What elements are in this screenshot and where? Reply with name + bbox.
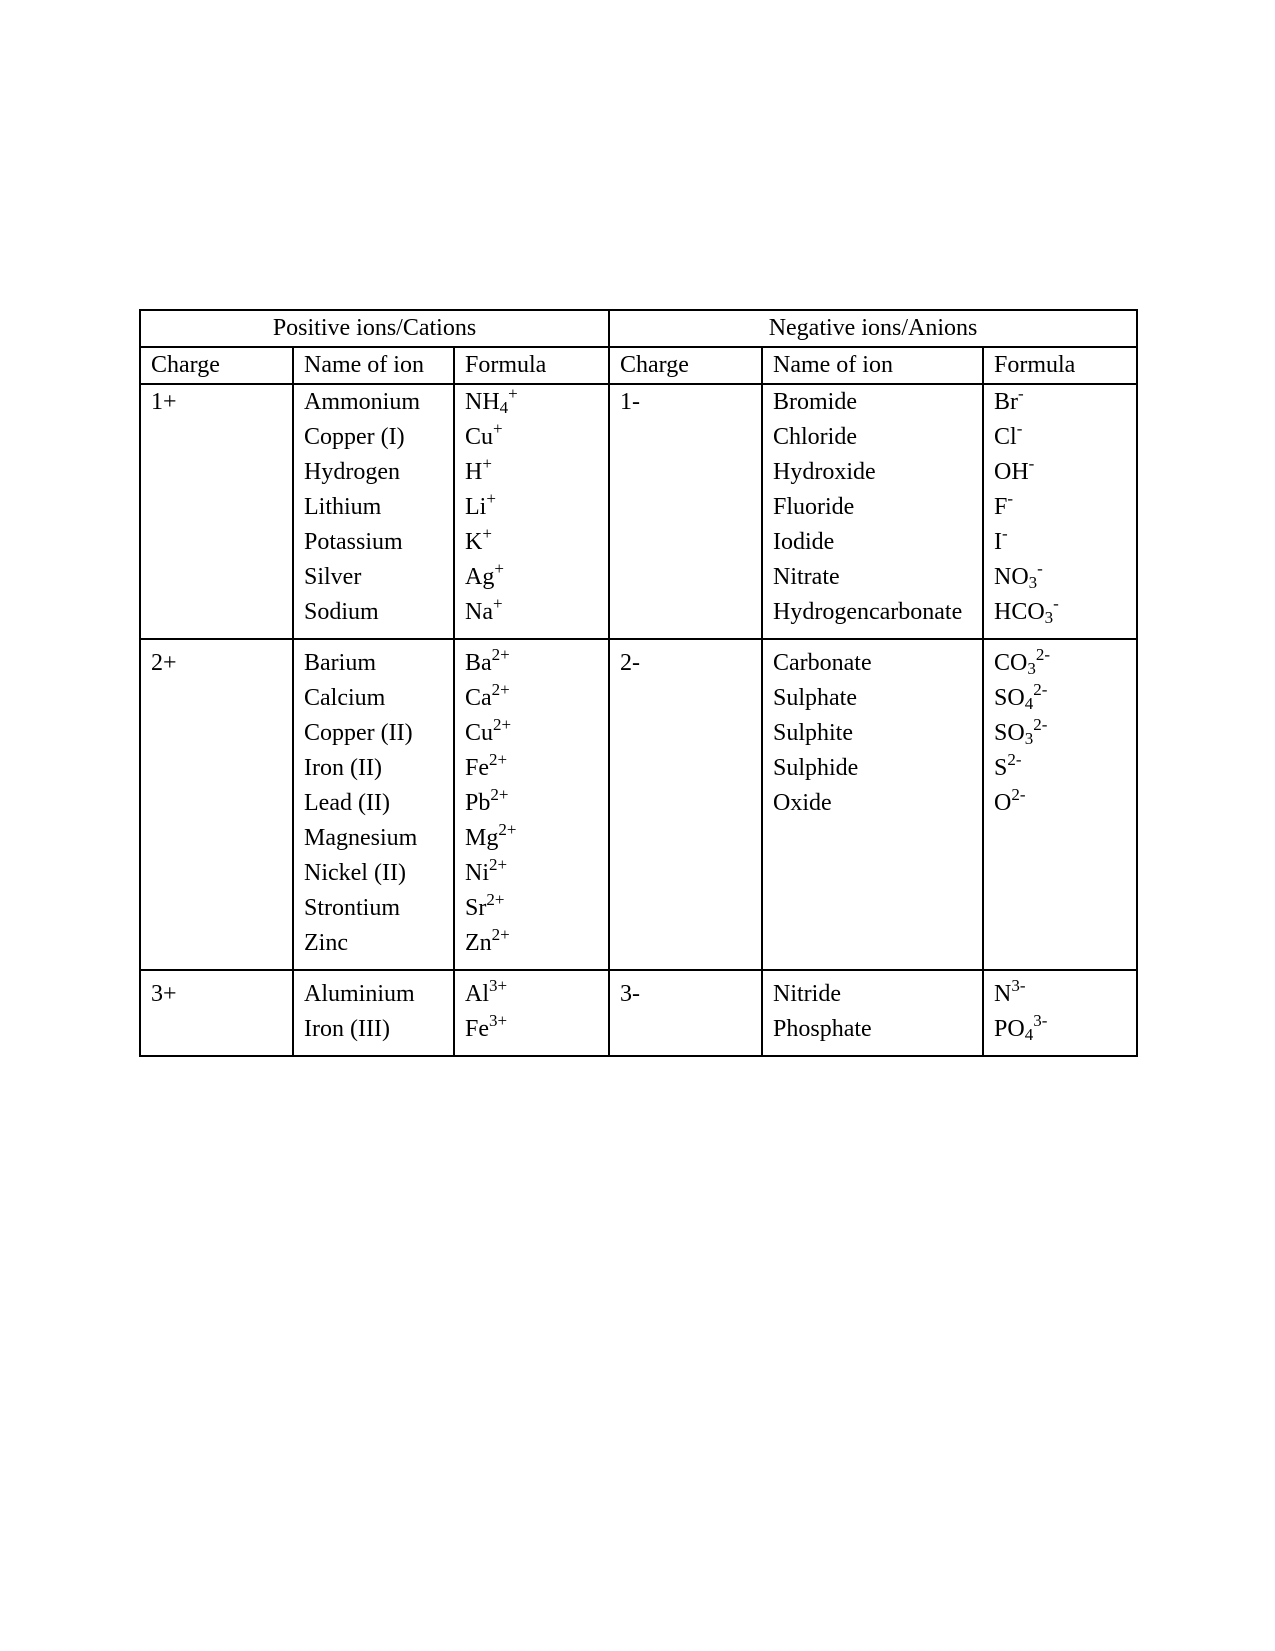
ion-name: Zinc	[304, 930, 348, 956]
formula-symbol: PO	[994, 1016, 1025, 1042]
ion-formula	[465, 856, 598, 891]
ion-formula	[465, 420, 598, 455]
ion-formula	[465, 385, 598, 420]
formula-charge: -	[1016, 419, 1023, 438]
formula-charge: +	[482, 454, 492, 473]
formula-subscript: 4	[499, 398, 509, 417]
anion-name-cell	[762, 639, 983, 970]
formula-symbol: Cl	[994, 424, 1017, 450]
ion-name: Ammonium	[304, 389, 421, 415]
formula-symbol: Cu	[465, 720, 494, 746]
anion-charge-cell	[609, 384, 762, 639]
formula-symbol: Fe	[465, 1016, 489, 1042]
formula-charge: 3+	[489, 976, 508, 995]
anion-charge-header: Charge	[609, 347, 762, 384]
formula-charge: 2+	[491, 680, 510, 699]
anion-charge: 2-	[620, 650, 640, 676]
formula-charge: 2+	[493, 715, 512, 734]
ion-name: Sodium	[304, 599, 379, 625]
ion-name: Fluoride	[773, 494, 855, 520]
formula-charge: 2+	[489, 855, 508, 874]
formula-charge: 2-	[1035, 645, 1051, 664]
anions-title: Negative ions/Anions	[609, 310, 1137, 347]
anion-name-cell	[762, 384, 983, 639]
ion-formula	[465, 716, 598, 751]
formula-charge: 2-	[1033, 715, 1048, 734]
ion-name: Sulphite	[773, 720, 854, 746]
formula-subscript: 4	[1024, 1025, 1034, 1044]
formula-symbol: Li	[465, 494, 487, 520]
formula-charge: -	[1028, 454, 1035, 473]
ion-name: Silver	[304, 564, 362, 590]
formula-charge: 2-	[1033, 680, 1048, 699]
formula-charge: 2+	[490, 785, 509, 804]
formula-symbol: Fe	[465, 755, 489, 781]
formula-charge: +	[482, 524, 492, 543]
formula-charge: 2+	[491, 645, 510, 664]
ion-formula	[994, 420, 1126, 455]
formula-symbol: Ni	[465, 860, 489, 886]
ion-name: Copper (I)	[304, 424, 405, 450]
anion-formula-header: Formula	[983, 347, 1137, 384]
formula-symbol: Zn	[465, 930, 492, 956]
ion-name: Nitride	[773, 981, 841, 1007]
ion-name: Nitrate	[773, 564, 840, 590]
formula-symbol: Br	[994, 389, 1018, 415]
formula-symbol: Sr	[465, 895, 487, 921]
formula-charge: 2+	[498, 820, 517, 839]
formula-symbol: SO	[994, 685, 1025, 711]
ion-formula	[465, 595, 598, 630]
formula-symbol: Ba	[465, 650, 492, 676]
title-row	[140, 310, 1137, 347]
formula-charge: +	[493, 419, 503, 438]
ion-name: Potassium	[304, 529, 403, 555]
formula-symbol: F	[994, 494, 1008, 520]
ion-formula	[994, 595, 1126, 630]
cation-formula-cell	[454, 970, 609, 1056]
cation-formula-cell	[454, 639, 609, 970]
ion-name: Sulphate	[773, 685, 857, 711]
ion-name: Lead (II)	[304, 790, 390, 816]
formula-charge: 2-	[1011, 785, 1026, 804]
formula-charge: +	[492, 594, 503, 613]
formula-subscript: 4	[1024, 694, 1034, 713]
cations-title: Positive ions/Cations	[140, 310, 609, 347]
ion-name: Magnesium	[304, 825, 418, 851]
formula-charge: 2+	[486, 890, 505, 909]
ion-formula	[465, 525, 598, 560]
ion-formula	[994, 786, 1126, 821]
ion-formula	[994, 681, 1126, 716]
cation-formula-cell	[454, 384, 609, 639]
ion-formula	[465, 646, 598, 681]
ion-name: Hydroxide	[773, 459, 876, 485]
ion-name: Chloride	[773, 424, 857, 450]
formula-symbol: NH	[465, 389, 500, 415]
formula-symbol: HCO	[994, 599, 1045, 625]
anion-charge-cell	[609, 970, 762, 1056]
formula-charge: -	[1002, 524, 1008, 543]
anion-charge: 3-	[620, 981, 640, 1007]
formula-charge: 3-	[1011, 976, 1026, 995]
ion-name: Copper (II)	[304, 720, 413, 746]
header-row	[140, 347, 1137, 384]
formula-symbol: Cu	[465, 424, 494, 450]
ion-formula	[994, 385, 1126, 420]
formula-symbol: OH	[994, 459, 1029, 485]
ion-name: Iodide	[773, 529, 835, 555]
cation-name-cell	[293, 639, 454, 970]
formula-symbol: SO	[994, 720, 1025, 746]
cation-charge-cell	[140, 384, 293, 639]
ion-table-body	[140, 310, 1137, 1056]
cation-name-cell	[293, 970, 454, 1056]
anion-name-cell	[762, 970, 983, 1056]
ion-formula	[994, 560, 1126, 595]
formula-charge: -	[1037, 559, 1043, 578]
ion-name: Barium	[304, 650, 376, 676]
ion-group-row	[140, 639, 1137, 970]
ion-group-row	[140, 970, 1137, 1056]
formula-subscript: 3	[1044, 608, 1054, 627]
cation-charge-cell	[140, 970, 293, 1056]
formula-symbol: I	[994, 529, 1002, 555]
ion-formula	[465, 926, 598, 961]
formula-charge: -	[1007, 489, 1014, 508]
ion-name: Hydrogencarbonate	[773, 599, 963, 625]
formula-symbol: N	[994, 981, 1012, 1007]
formula-symbol: O	[994, 790, 1012, 816]
cation-charge: 3+	[151, 981, 177, 1007]
formula-charge: 3-	[1033, 1011, 1048, 1030]
formula-symbol: H	[465, 459, 483, 485]
formula-symbol: K	[465, 529, 483, 555]
ion-formula	[994, 646, 1126, 681]
anion-charge-cell	[609, 639, 762, 970]
ion-name: Bromide	[773, 389, 857, 415]
cation-charge: 2+	[151, 650, 177, 676]
formula-charge: 2+	[489, 750, 508, 769]
ion-formula	[465, 977, 598, 1012]
ion-formula	[465, 1012, 598, 1047]
formula-symbol: Mg	[465, 825, 499, 851]
ion-name: Oxide	[773, 790, 832, 816]
formula-symbol: Na	[465, 599, 493, 625]
formula-charge: +	[508, 384, 518, 403]
cation-charge-cell	[140, 639, 293, 970]
ion-formula	[465, 891, 598, 926]
formula-charge: 2-	[1007, 750, 1022, 769]
formula-charge: +	[494, 559, 504, 578]
formula-symbol: S	[994, 755, 1008, 781]
formula-subscript: 3	[1024, 729, 1034, 748]
ion-name: Sulphide	[773, 755, 859, 781]
ion-name: Iron (II)	[304, 755, 382, 781]
ion-formula	[465, 681, 598, 716]
formula-symbol: CO	[994, 650, 1028, 676]
ion-formula	[994, 977, 1126, 1012]
cation-charge-header: Charge	[140, 347, 293, 384]
cation-formula-header: Formula	[454, 347, 609, 384]
ion-formula	[994, 751, 1126, 786]
ion-formula	[994, 525, 1126, 560]
formula-symbol: Ca	[465, 685, 492, 711]
ion-formula	[994, 490, 1126, 525]
ion-formula	[994, 455, 1126, 490]
ion-name: Aluminium	[304, 981, 415, 1007]
ion-formula	[994, 716, 1126, 751]
ion-formula	[994, 1012, 1126, 1047]
formula-charge: -	[1018, 384, 1024, 403]
ion-name: Calcium	[304, 685, 386, 711]
formula-subscript: 3	[1027, 659, 1036, 678]
formula-symbol: Ag	[465, 564, 495, 590]
anion-formula-cell	[983, 639, 1137, 970]
ion-formula	[465, 821, 598, 856]
cation-name-cell	[293, 384, 454, 639]
ion-group-row	[140, 384, 1137, 639]
formula-subscript: 3	[1028, 573, 1038, 592]
ion-name: Strontium	[304, 895, 401, 921]
anion-name-header: Name of ion	[762, 347, 983, 384]
ion-name: Hydrogen	[304, 459, 400, 485]
formula-symbol: Pb	[465, 790, 491, 816]
ion-name: Iron (III)	[304, 1016, 390, 1042]
cation-name-header: Name of ion	[293, 347, 454, 384]
anion-charge: 1-	[620, 389, 640, 415]
formula-charge: +	[486, 489, 496, 508]
ion-table	[139, 309, 1138, 1057]
anion-formula-cell	[983, 384, 1137, 639]
ion-name: Carbonate	[773, 650, 872, 676]
cation-charge: 1+	[151, 389, 177, 415]
formula-symbol: NO	[994, 564, 1029, 590]
ion-formula	[465, 560, 598, 595]
ion-formula	[465, 490, 598, 525]
ion-name: Lithium	[304, 494, 382, 520]
ion-name: Nickel (II)	[304, 860, 406, 886]
formula-symbol: Al	[465, 981, 489, 1007]
ion-formula	[465, 786, 598, 821]
ion-formula	[465, 751, 598, 786]
formula-charge: -	[1053, 594, 1059, 613]
formula-charge: 2+	[491, 925, 510, 944]
formula-charge: 3+	[489, 1011, 508, 1030]
anion-formula-cell	[983, 970, 1137, 1056]
ion-name: Phosphate	[773, 1016, 872, 1042]
ion-formula	[465, 455, 598, 490]
